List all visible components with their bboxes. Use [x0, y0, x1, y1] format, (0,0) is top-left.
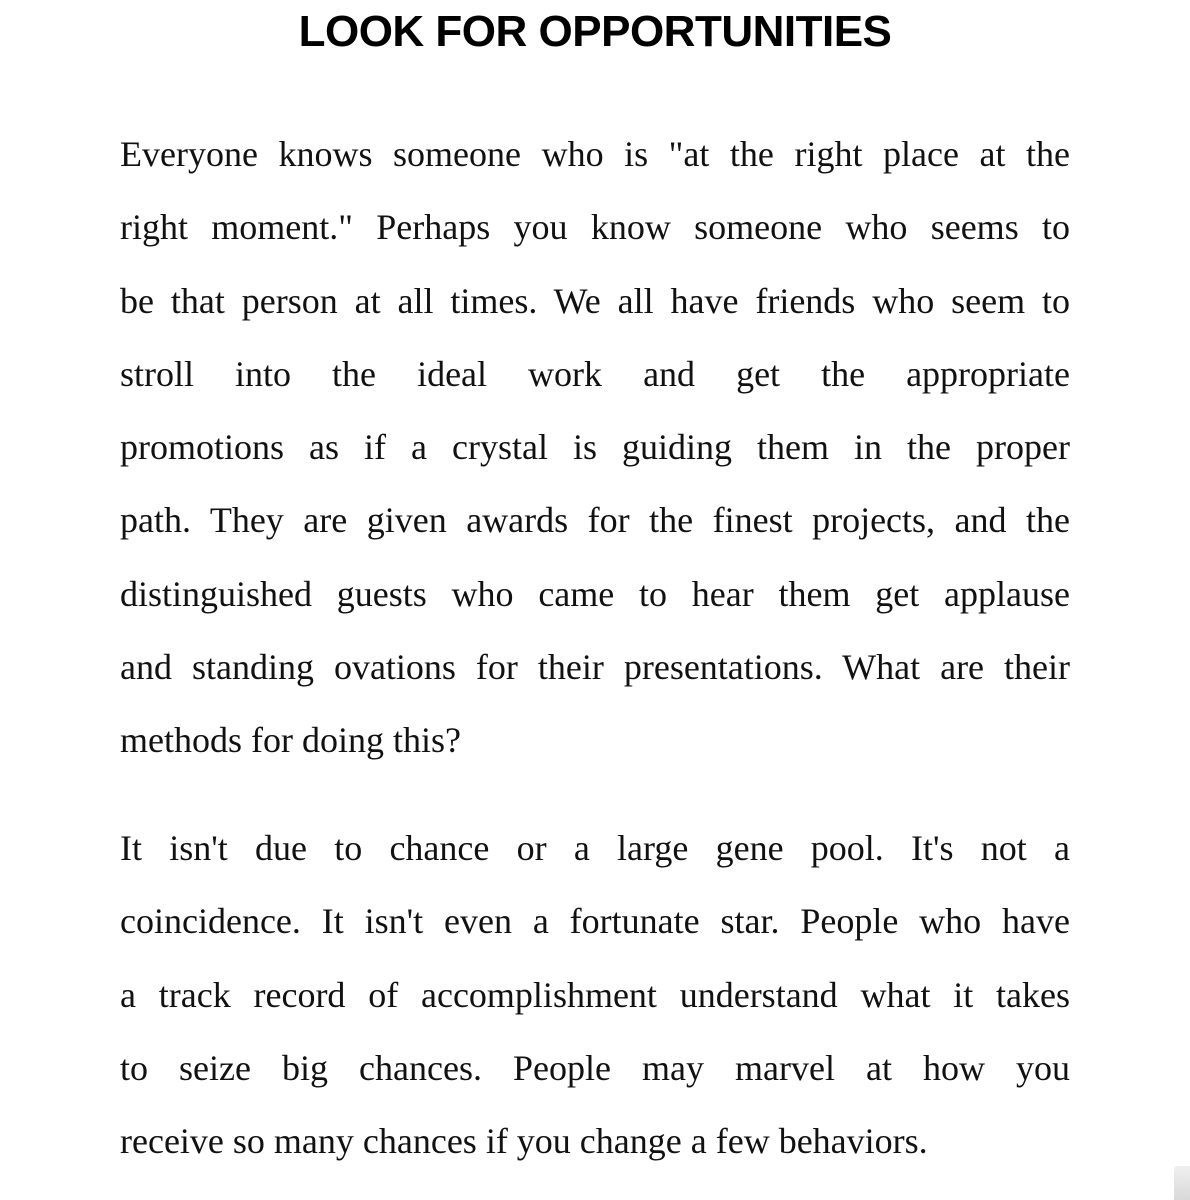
text-line: to seize big chances. People may marvel at how you [120, 1047, 1070, 1088]
text-line: promotions as if a crystal is guiding them in the proper [120, 427, 1070, 468]
page-title: LOOK FOR OPPORTUNITIES [298, 7, 892, 56]
text-line: be that person at all times. We all have friends who seem to [120, 280, 1070, 321]
text-line: receive so many chances if you change a few behaviors. [120, 1121, 928, 1162]
paragraph-1 [120, 118, 1070, 778]
text-line: methods for doing this? [120, 720, 461, 761]
page-corner-mark [1174, 1166, 1190, 1200]
text-line: Everyone knows someone who is "at the right place at the [120, 134, 1070, 174]
text-line: a track record of accomplishment understand what it takes [120, 974, 1070, 1015]
text-line: stroll into the ideal work and get the appropriate [120, 353, 1070, 394]
text-line: distinguished guests who came to hear them get applause [120, 573, 1070, 614]
text-line: coincidence. It isn't even a fortunate star. People who have [120, 901, 1070, 942]
text-line: path. They are given awards for the finest projects, and the [120, 500, 1070, 541]
text-line: and standing ovations for their presentations. What are their [120, 647, 1070, 688]
paragraph-2 [120, 812, 1070, 1178]
text-line: right moment." Perhaps you know someone who seems to [120, 207, 1070, 248]
text-line: It isn't due to chance or a large gene pool. It's not a [120, 828, 1070, 868]
